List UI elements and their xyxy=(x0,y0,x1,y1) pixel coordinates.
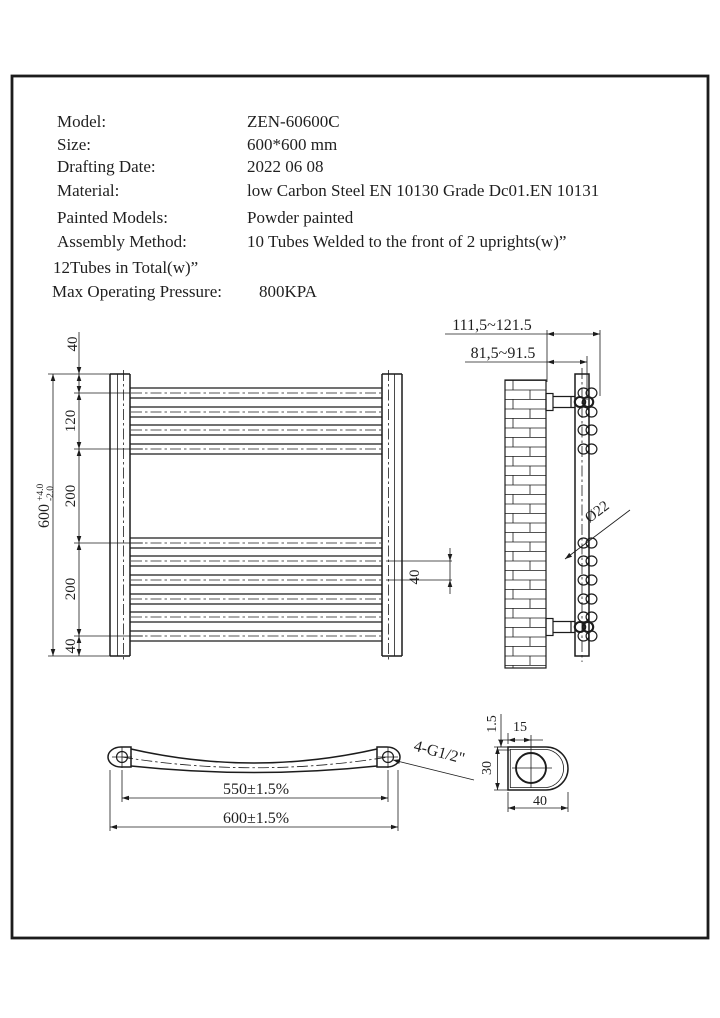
spec-value-model: ZEN-60600C xyxy=(247,112,340,131)
detail-dim-width xyxy=(508,792,568,812)
dim-port-centers-label: 550±1.5% xyxy=(222,781,290,798)
front-dim-pitch xyxy=(386,548,452,594)
dim-wall-to-tube-label: 111,5~121.5 xyxy=(452,317,532,334)
dim-wall-thickness-label: 1.5 xyxy=(485,715,500,733)
dim-tube-pitch-label: 40 xyxy=(407,569,423,585)
dim-top-group-label: 120 xyxy=(63,409,79,433)
dim-connections-label: 4-G1/2" xyxy=(411,737,467,768)
spec-label-pressure: Max Operating Pressure: xyxy=(52,282,222,301)
front-left-upright xyxy=(110,370,130,660)
dim-bottom-offset-label: 40 xyxy=(63,638,79,654)
plan-view xyxy=(108,738,474,831)
front-right-upright xyxy=(382,370,402,660)
front-dim-chain xyxy=(63,332,81,656)
dim-mid-gap-label: 200 xyxy=(63,484,79,508)
dim-depth-label: 30 xyxy=(480,761,495,775)
spec-extra-line: 12Tubes in Total(w)” xyxy=(53,258,199,277)
spec-value-painted: Powder painted xyxy=(247,208,354,227)
spec-value-material: low Carbon Steel EN 10130 Grade Dc01.EN 10131 xyxy=(247,181,600,200)
detail-view xyxy=(480,714,568,812)
side-view xyxy=(445,317,630,668)
detail-dim-port-offset xyxy=(498,720,543,744)
spec-label-painted: Painted Models: xyxy=(57,208,168,227)
spec-value-assembly: 10 Tubes Welded to the front of 2 uprights(w)” xyxy=(247,232,567,251)
dim-overall-height-label: 600 xyxy=(36,504,53,528)
front-dim-overall xyxy=(36,374,56,656)
front-tubes xyxy=(130,388,382,641)
dim-port-offset-label: 15 xyxy=(513,720,527,735)
plan-left-port xyxy=(112,747,132,768)
spec-label-assembly: Assembly Method: xyxy=(57,232,187,251)
plan-dim-connections xyxy=(393,738,474,780)
spec-value-size: 600*600 mm xyxy=(247,135,338,154)
spec-label-size: Size: xyxy=(57,135,91,154)
spec-value-date: 2022 06 08 xyxy=(247,157,324,176)
detail-dim-wall-thickness xyxy=(485,714,510,750)
dim-overall-width-label: 600±1.5% xyxy=(222,810,290,827)
dim-top-offset-label: 40 xyxy=(65,336,81,352)
detail-profile-outer xyxy=(508,747,568,790)
plan-dim-overall-width xyxy=(110,770,398,831)
dim-tube-diameter-label: Ø22 xyxy=(582,498,613,527)
spec-value-pressure: 800KPA xyxy=(259,282,317,301)
spec-block xyxy=(52,112,599,301)
spec-label-date: Drafting Date: xyxy=(57,157,156,176)
dim-overall-tol-minus: -2.0 xyxy=(46,485,56,501)
detail-dim-depth xyxy=(480,747,508,790)
brick-wall xyxy=(505,380,546,668)
detail-port-hole xyxy=(512,735,552,788)
dim-width-label: 40 xyxy=(533,794,547,809)
spec-label-material: Material: xyxy=(57,181,120,200)
dim-overall-tol-plus: +4.0 xyxy=(36,483,46,501)
dim-bottom-group-label: 200 xyxy=(63,577,79,601)
spec-label-model: Model: xyxy=(57,112,107,131)
front-view xyxy=(36,332,452,660)
plan-curved-tube xyxy=(122,749,388,773)
plan-dim-port-centers xyxy=(122,770,388,802)
dim-wall-to-upright-label: 81,5~91.5 xyxy=(470,345,536,362)
